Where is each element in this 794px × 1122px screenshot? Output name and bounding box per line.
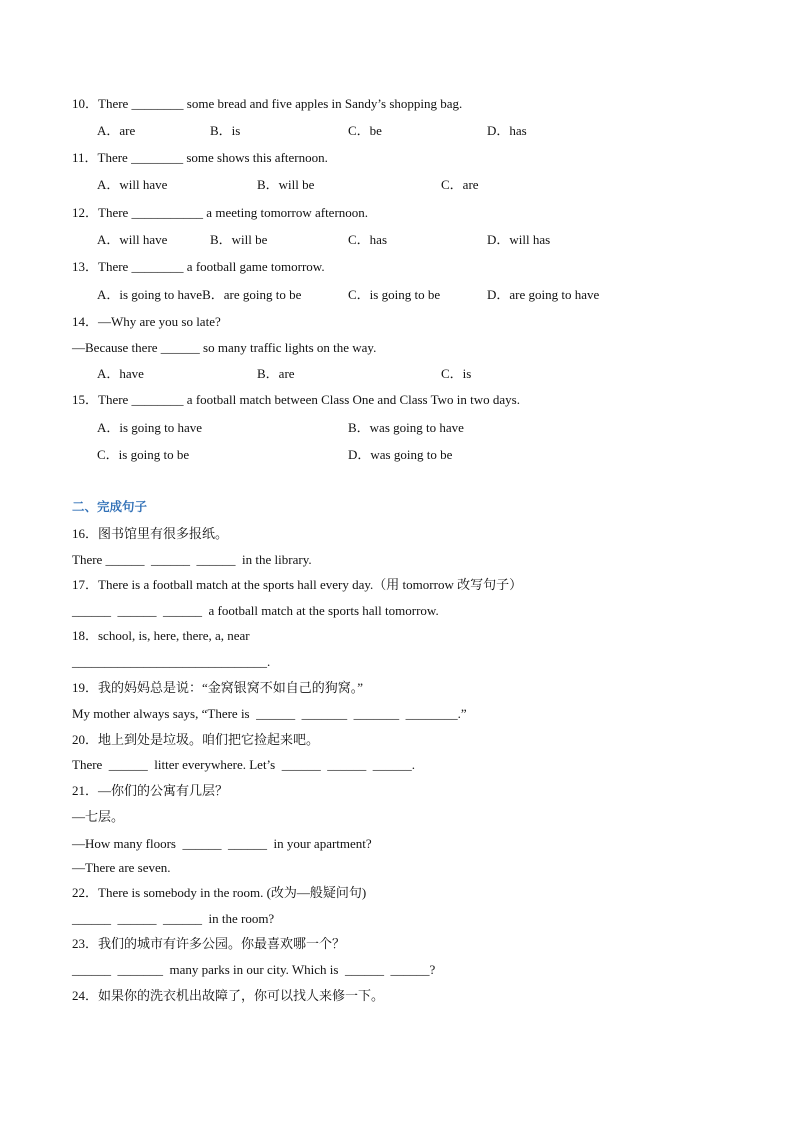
question-14-answer-line: —Because there ______ so many traffic lights on the way. — [72, 340, 377, 355]
q14-option-a: A．have — [97, 366, 144, 381]
section-title: 二、完成句子 — [72, 499, 148, 514]
q14-option-b: B．are — [257, 366, 295, 381]
q12-option-d: D．will has — [487, 232, 551, 247]
q10-option-b: B．is — [210, 123, 241, 138]
question-19-answer: My mother always says, “There is ______ _______ _______ ________.” — [72, 706, 467, 721]
question-18-answer: ______________________________. — [72, 654, 271, 669]
q14-option-c: C．is — [441, 366, 472, 381]
question-24-prompt: 24．如果你的洗衣机出故障了，你可以找人来修一下。 — [72, 988, 385, 1003]
question-23-prompt: 23．我们的城市有许多公园。你最喜欢哪一个？ — [72, 936, 346, 951]
q15-option-b: B．was going to have — [348, 420, 464, 435]
question-22-prompt: 22．There is somebody in the room. (改为—般疑问句) — [72, 885, 367, 900]
q10-option-c: C．be — [348, 123, 382, 138]
q12-option-c: C．has — [348, 232, 388, 247]
question-14-stem: 14．—Why are you so late? — [72, 314, 221, 329]
question-18-prompt: 18．school, is, here, there, a, near — [72, 628, 250, 643]
question-21-answer: —How many floors ______ ______ in your apartment? — [72, 836, 372, 851]
q15-option-c: C．is going to be — [97, 447, 190, 462]
question-23-answer: ______ _______ many parks in our city. Which is ______ ______? — [72, 962, 436, 977]
question-21-prompt: 21．—你们的公寓有几层？ — [72, 783, 229, 798]
q11-option-b: B．will be — [257, 177, 315, 192]
q15-option-a: A．is going to have — [97, 420, 203, 435]
question-20-answer: There ______ litter everywhere. Let’s ______ ______ ______. — [72, 757, 415, 772]
q12-option-a: A．will have — [97, 232, 168, 247]
question-22-answer: ______ ______ ______ in the room? — [72, 911, 275, 926]
q12-option-b: B．will be — [210, 232, 268, 247]
q10-option-d: D．has — [487, 123, 527, 138]
question-13-stem: 13．There ________ a football game tomorrow. — [72, 259, 325, 274]
question-10-stem: 10．There ________ some bread and five apples in Sandy’s shopping bag. — [72, 96, 463, 111]
question-17-answer: ______ ______ ______ a football match at the sports hall tomorrow. — [72, 603, 439, 618]
q13-option-ab: A．is going to haveB．are going to be — [97, 287, 302, 302]
q13-option-c: C．is going to be — [348, 287, 441, 302]
question-15-stem: 15．There ________ a football match between Class One and Class Two in two days. — [72, 392, 520, 407]
question-21-answer-reply: —There are seven. — [72, 860, 171, 875]
question-19-prompt: 19．我的妈妈总是说：“金窝银窝不如自己的狗窝。” — [72, 680, 364, 695]
q11-option-a: A．will have — [97, 177, 168, 192]
question-16-prompt: 16．图书馆里有很多报纸。 — [72, 526, 229, 541]
question-20-prompt: 20．地上到处是垃圾。咱们把它捡起来吧。 — [72, 732, 320, 747]
q10-option-a: A．are — [97, 123, 136, 138]
q13-option-d: D．are going to have — [487, 287, 600, 302]
question-12-stem: 12．There ___________ a meeting tomorrow afternoon. — [72, 205, 369, 220]
q11-option-c: C．are — [441, 177, 479, 192]
question-21-reply: —七层。 — [72, 809, 125, 824]
question-16-answer: There ______ ______ ______ in the library. — [72, 552, 312, 567]
question-11-stem: 11．There ________ some shows this afternoon. — [72, 150, 328, 165]
question-17-prompt: 17．There is a football match at the sports hall every day.（用 tomorrow 改写句子） — [72, 577, 523, 592]
q15-option-d: D．was going to be — [348, 447, 453, 462]
